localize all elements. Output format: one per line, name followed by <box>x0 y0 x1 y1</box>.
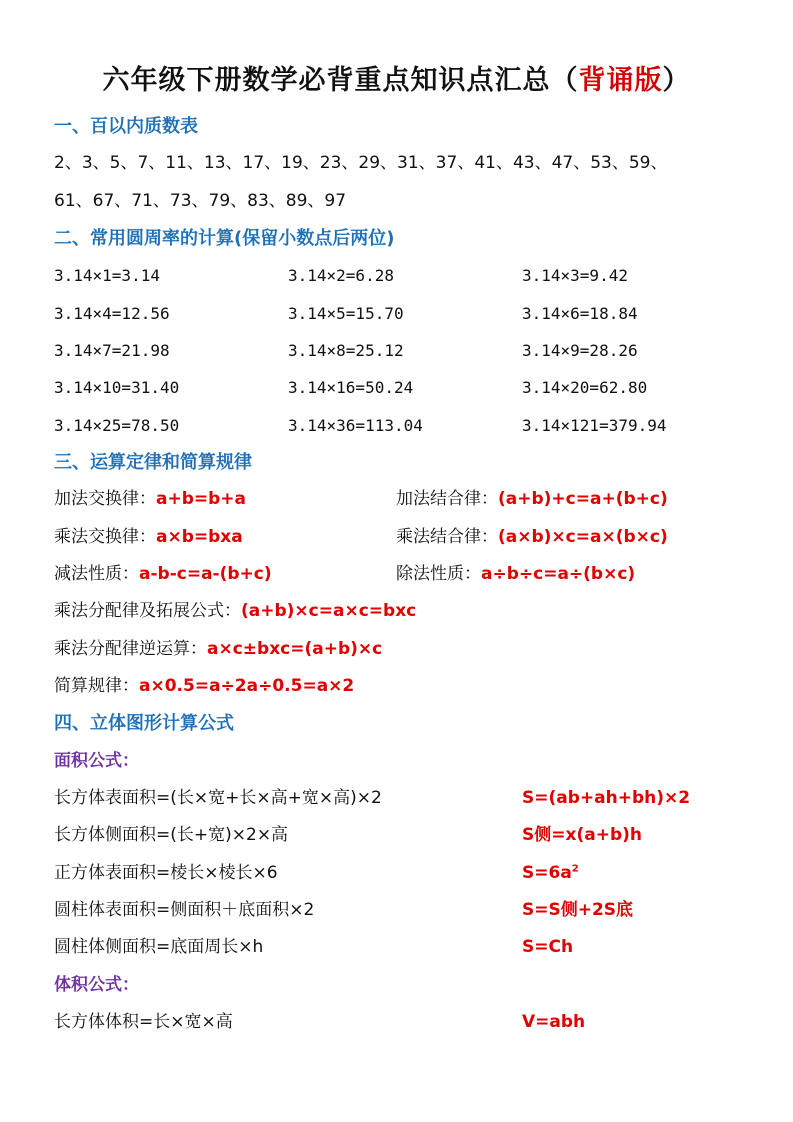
formula-expr: S=Ch <box>522 937 574 958</box>
law-label: 除法性质： <box>396 563 481 584</box>
section-heading: 二、常用圆周率的计算(保留小数点后两位) <box>54 227 395 249</box>
formula-expr: S=(ab+ah+bh)×2 <box>522 787 691 808</box>
law-formula: a-b-c=a-(b+c) <box>139 563 272 584</box>
formula-row <box>54 1004 754 1041</box>
formula-row <box>54 817 754 854</box>
law-label: 乘法交换律： <box>54 526 156 547</box>
calc-item: 3.14×25=78.50 <box>54 415 180 435</box>
calc-row <box>54 332 754 369</box>
primes-line: 61、67、71、73、79、83、89、97 <box>54 190 347 211</box>
law-label: 乘法分配律及拓展公式： <box>54 601 241 622</box>
calc-item: 3.14×1=3.14 <box>54 266 160 286</box>
formula-row <box>54 892 754 929</box>
calc-row <box>54 369 754 406</box>
page-title: 六年级下册数学必背重点知识点汇总（背诵版） <box>102 65 691 96</box>
law-formula: a÷b÷c=a÷(b×c) <box>481 563 636 584</box>
formula-expr: S=6a <box>522 862 572 883</box>
formula-row <box>54 780 754 817</box>
law-item <box>396 481 668 518</box>
law-label: 减法性质： <box>54 563 139 584</box>
calc-item: 3.14×7=21.98 <box>54 340 170 360</box>
section-heading: 四、立体图形计算公式 <box>54 713 234 735</box>
law-label: 简算规律： <box>54 675 139 696</box>
law-item <box>54 481 246 518</box>
formula-text: 长方体表面积=(长×宽+长×高+宽×高)×2 <box>54 787 382 808</box>
law-formula: a×c±bxc=(a+b)×c <box>207 638 383 659</box>
calc-row <box>54 257 754 294</box>
calc-item: 3.14×2=6.28 <box>288 266 394 286</box>
formula-symbolic <box>522 855 579 892</box>
formula-text: 正方体表面积=棱长×棱长×6 <box>54 862 278 883</box>
formula-text: 长方体侧面积=(长+宽)×2×高 <box>54 825 289 846</box>
section-heading: 三、运算定律和简算规律 <box>54 451 252 473</box>
law-row <box>54 481 754 518</box>
calc-item: 3.14×10=31.40 <box>54 378 180 398</box>
law-item <box>396 519 668 556</box>
law-label: 加法交换律： <box>54 489 156 510</box>
formula-exponent: 2 <box>571 862 579 874</box>
formula-symbolic <box>522 929 573 966</box>
formula-symbolic <box>522 780 690 817</box>
law-row <box>54 668 754 705</box>
formula-text: 圆柱体侧面积=底面周长×h <box>54 937 264 958</box>
law-row <box>54 593 754 630</box>
law-formula: (a×b)×c=a×(b×c) <box>498 526 668 547</box>
law-formula: (a+b)+c=a+(b+c) <box>498 489 668 510</box>
calc-item: 3.14×16=50.24 <box>288 378 414 398</box>
calc-item: 3.14×121=379.94 <box>522 415 667 435</box>
law-formula: a×b=bxa <box>156 526 243 547</box>
formula-symbolic <box>522 1004 585 1041</box>
calc-item: 3.14×3=9.42 <box>522 266 628 286</box>
formula-symbolic <box>522 892 633 929</box>
formula-text: 长方体体积=长×宽×高 <box>54 1011 233 1032</box>
law-formula: a+b=b+a <box>156 489 247 510</box>
law-item <box>396 556 635 593</box>
calc-item: 3.14×5=15.70 <box>288 303 404 323</box>
calc-item: 3.14×36=113.04 <box>288 415 423 435</box>
calc-row <box>54 295 754 332</box>
section-heading: 一、百以内质数表 <box>54 116 198 137</box>
calc-row <box>54 407 754 444</box>
law-row <box>54 519 754 556</box>
law-row <box>54 631 754 668</box>
content <box>54 108 754 1041</box>
law-item <box>54 519 243 556</box>
calc-item: 3.14×9=28.26 <box>522 340 638 360</box>
law-row <box>54 556 754 593</box>
formula-row <box>54 855 754 892</box>
formula-text: 圆柱体表面积=侧面积＋底面积×2 <box>54 899 315 920</box>
formula-expr: S侧=x(a+b)h <box>522 825 642 846</box>
law-formula: a×0.5=a÷2a÷0.5=a×2 <box>139 675 355 696</box>
law-label: 乘法结合律： <box>396 526 498 547</box>
subsection-heading: 面积公式： <box>54 750 139 771</box>
formula-expr: S=S侧+2S底 <box>522 899 634 920</box>
calc-item: 3.14×6=18.84 <box>522 303 638 323</box>
subsection-heading: 体积公式： <box>54 974 139 995</box>
formula-expr: V=abh <box>522 1011 586 1032</box>
formula-symbolic <box>522 817 642 854</box>
primes-line: 2、3、5、7、11、13、17、19、23、29、31、37、41、43、47、53、59、 <box>54 153 668 174</box>
calc-item: 3.14×20=62.80 <box>522 378 648 398</box>
formula-row <box>54 929 754 966</box>
law-formula: (a+b)×c=a×c=bxc <box>241 601 417 622</box>
calc-item: 3.14×4=12.56 <box>54 303 170 323</box>
law-label: 乘法分配律逆运算： <box>54 638 207 659</box>
calc-item: 3.14×8=25.12 <box>288 340 404 360</box>
law-label: 加法结合律： <box>396 489 498 510</box>
law-item <box>54 556 272 593</box>
